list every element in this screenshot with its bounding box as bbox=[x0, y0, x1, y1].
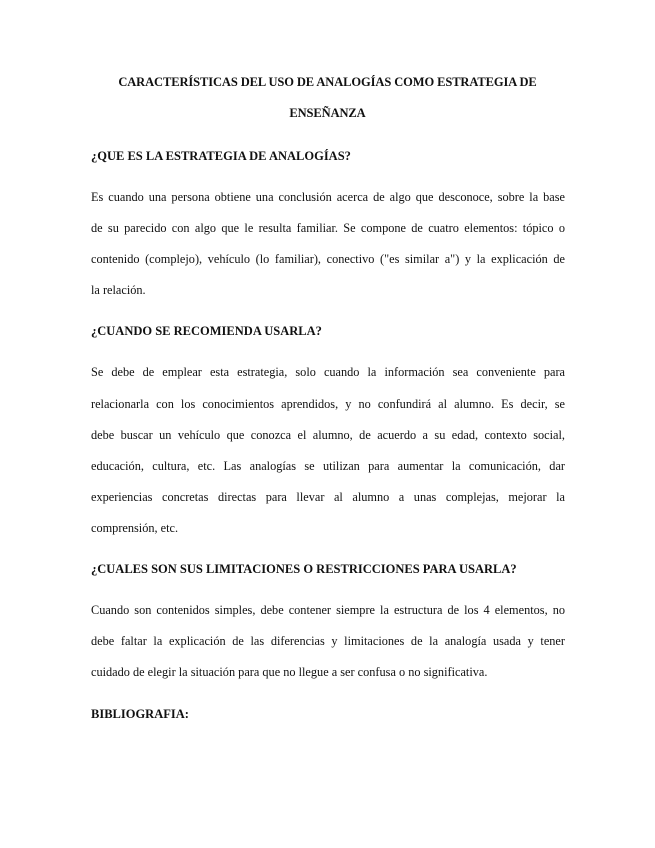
paragraph-line: comprensión, etc. bbox=[91, 521, 179, 535]
paragraph-line: de su parecido con algo que le resulta familiar. Se compone de cuatro elementos: tópico o bbox=[91, 221, 565, 235]
paragraph-line: Es cuando una persona obtiene una conclusión acerca de algo que desconoce, sobre la base bbox=[91, 190, 565, 204]
paragraph-line: Cuando son contenidos simples, debe contener siempre la estructura de los 4 elementos, no bbox=[91, 603, 565, 617]
document-title-line-2: ENSEÑANZA bbox=[289, 106, 366, 120]
document-title-line-1: CARACTERÍSTICAS DEL USO DE ANALOGÍAS COMO ESTRATEGIA DE bbox=[118, 75, 537, 89]
paragraph-line: Se debe de emplear esta estrategia, solo cuando la información sea conveniente para bbox=[91, 365, 565, 379]
paragraph-line: debe buscar un vehículo que conozca el alumno, de acuerdo a su edad, contexto social, bbox=[91, 428, 565, 442]
paragraph-line: debe faltar la explicación de las diferencias y limitaciones de la analogía usada y tener bbox=[91, 634, 565, 648]
paragraph-line: cuidado de elegir la situación para que no llegue a ser confusa o no significativa. bbox=[91, 665, 488, 679]
section-heading-what-is: ¿QUE ES LA ESTRATEGIA DE ANALOGÍAS? bbox=[91, 149, 351, 163]
paragraph-line: experiencias concretas directas para llevar al alumno a unas complejas, mejorar la bbox=[91, 490, 565, 504]
paragraph-line: relacionarla con los conocimientos aprendidos, y no confundirá al alumno. Es decir, se bbox=[91, 397, 565, 411]
section-heading-limitations: ¿CUALES SON SUS LIMITACIONES O RESTRICCIONES PARA USARLA? bbox=[91, 562, 517, 576]
paragraph-line: contenido (complejo), vehículo (lo familiar), conectivo ("es similar a") y la explicación de bbox=[91, 252, 565, 266]
paragraph-line: educación, cultura, etc. Las analogías se utilizan para aumentar la comunicación, dar bbox=[91, 459, 565, 473]
section-heading-when-recommended: ¿CUANDO SE RECOMIENDA USARLA? bbox=[91, 324, 322, 338]
section-heading-bibliography: BIBLIOGRAFIA: bbox=[91, 707, 189, 721]
paragraph-line: la relación. bbox=[91, 283, 146, 297]
